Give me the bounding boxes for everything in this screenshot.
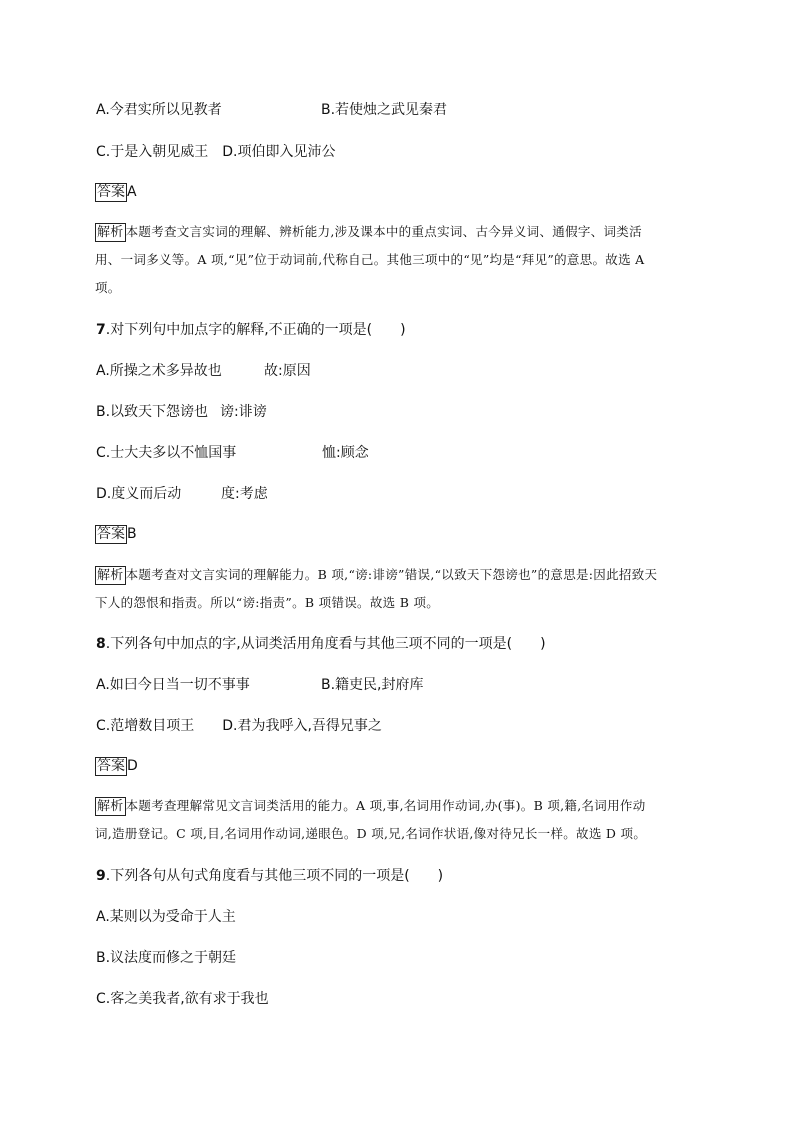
answer-value: D: [127, 758, 138, 774]
explanation-line: 项。: [95, 280, 121, 295]
q7-option-c-gloss: 恤:顾念: [322, 445, 369, 461]
q8-option-a: A.如曰今日当一切不事事: [96, 677, 250, 693]
answer-label: 答案: [97, 184, 125, 200]
q8-stem: [96, 635, 546, 653]
q7-option-d: D.度义而后动: [96, 486, 182, 502]
q7-option-d-gloss: 度:考虑: [221, 486, 268, 502]
question-number: 7: [96, 322, 106, 338]
q7-option-c: C.士大夫多以不恤国事: [96, 445, 237, 461]
q6-option-a: A.今君实所以见教者: [96, 102, 222, 118]
q6-option-b: B.若使烛之武见秦君: [321, 102, 448, 118]
q8-option-b: B.籍吏民,封府库: [321, 677, 424, 693]
q7-option-a: A.所操之术多异故也: [96, 363, 222, 379]
q7-explanation: [95, 561, 695, 617]
explanation-line: 本题考查对文言实词的理解能力。B 项,“谤:诽谤”错误,“以致天下怨谤也”的意思是:因此招致天: [125, 567, 658, 582]
answer-label: 答案: [97, 526, 125, 542]
q6-explanation: [95, 218, 695, 302]
q8-explanation: [95, 792, 695, 848]
question-text: .下列各句从句式角度看与其他三项不同的一项是( ): [105, 868, 444, 884]
explanation-label: 解析: [97, 799, 124, 814]
question-number: 8: [96, 636, 106, 652]
explanation-line: 词,造册登记。C 项,目,名词用作动词,递眼色。D 项,兄,名词作状语,像对待兄长一样。故选 D 项。: [95, 826, 647, 841]
q7-option-a-gloss: 故:原因: [264, 363, 311, 379]
q9-option-b: B.议法度而修之于朝廷: [96, 950, 237, 966]
question-number: 9: [96, 868, 106, 884]
q9-stem: [96, 867, 443, 885]
q8-answer: [95, 757, 138, 776]
q8-option-cd: C.范增数目项王 D.君为我呼入,吾得兄事之: [96, 718, 382, 734]
explanation-label: 解析: [97, 568, 124, 583]
question-text: .对下列句中加点字的解释,不正确的一项是( ): [105, 322, 406, 338]
explanation-line: 本题考查理解常见文言词类活用的能力。A 项,事,名词用作动词,办(事)。B 项,籍,名词用作动: [125, 798, 646, 813]
answer-label: 答案: [97, 758, 125, 774]
explanation-line: 用、一词多义等。A 项,“见”位于动词前,代称自己。其他三项中的“见”均是“拜见”的意思。故选 A: [95, 252, 645, 267]
q9-option-a: A.某则以为受命于人主: [96, 909, 236, 925]
q9-option-c: C.客之美我者,欲有求于我也: [96, 991, 269, 1007]
explanation-label: 解析: [97, 225, 124, 240]
q7-stem: [96, 321, 406, 339]
q7-option-b-gloss: 谤:诽谤: [220, 404, 267, 420]
explanation-line: 本题考查文言实词的理解、辨析能力,涉及课本中的重点实词、古今异义词、通假字、词类活: [125, 224, 642, 239]
q6-option-cd: C.于是入朝见威王 D.项伯即入见沛公: [96, 144, 336, 160]
answer-value: B: [127, 526, 137, 542]
question-text: .下列各句中加点的字,从词类活用角度看与其他三项不同的一项是( ): [105, 636, 546, 652]
q7-answer: [95, 525, 137, 544]
answer-value: A: [127, 184, 137, 200]
q6-answer: [95, 183, 137, 202]
explanation-line: 下人的怨恨和指责。所以“谤:指责”。B 项错误。故选 B 项。: [95, 595, 440, 610]
q7-option-b: B.以致天下怨谤也: [96, 404, 209, 420]
